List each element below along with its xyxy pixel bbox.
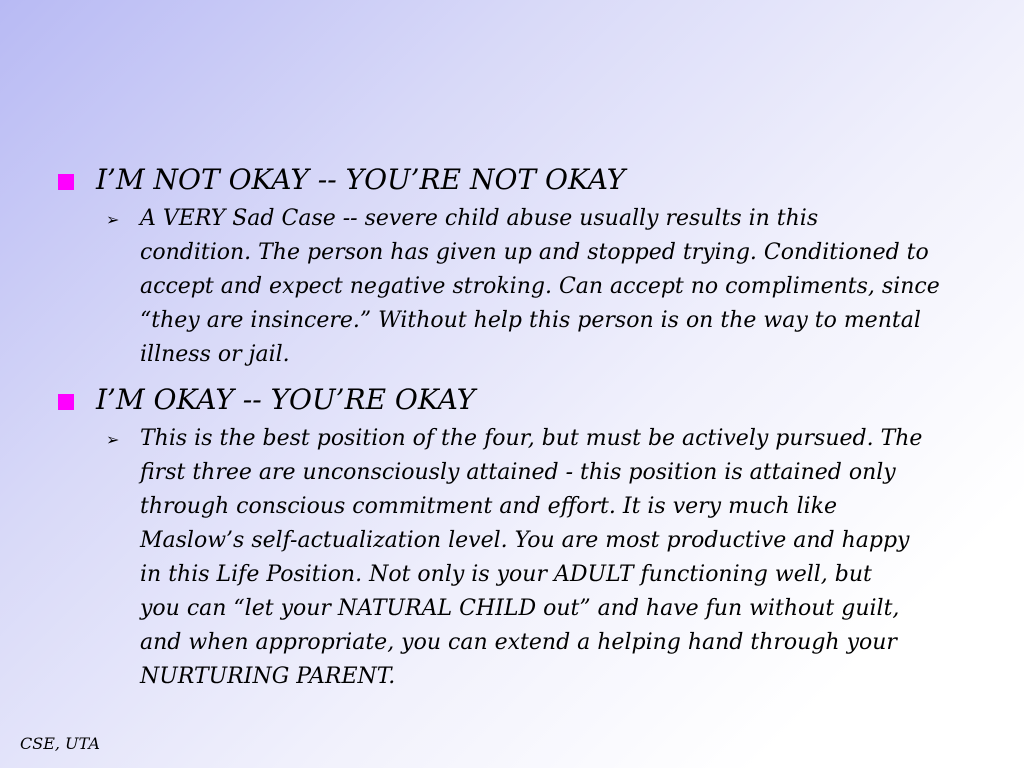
heading-text: I’M OKAY -- YOU’RE OKAY	[96, 383, 476, 416]
body-line: first three are unconsciously attained - this position is attained only	[140, 460, 896, 485]
square-bullet-icon	[58, 174, 74, 190]
section-heading-okay	[56, 380, 986, 420]
body-line: in this Life Position. Not only is your ADULT functioning well, but	[140, 562, 872, 587]
body-line: “they are insincere.” Without help this person is on the way to mental	[140, 308, 921, 333]
body-line: through conscious commitment and effort. It is very much like	[140, 494, 838, 519]
square-bullet-icon	[58, 394, 74, 410]
body-line: and when appropriate, you can extend a helping hand through your	[140, 630, 897, 655]
sub-bullet-okay	[56, 422, 986, 694]
slide-body	[56, 160, 986, 702]
sub-bullet-not-okay	[56, 202, 986, 372]
arrow-bullet-icon: ➢	[106, 210, 120, 229]
body-line: NURTURING PARENT.	[140, 664, 396, 689]
body-line: This is the best position of the four, but must be actively pursued. The	[140, 426, 923, 451]
footer-label: CSE, UTA	[20, 734, 100, 753]
arrow-bullet-icon: ➢	[106, 430, 120, 449]
body-line: Maslow’s self-actualization level. You are most productive and happy	[140, 528, 910, 553]
body-line: illness or jail.	[140, 342, 290, 367]
body-line: accept and expect negative stroking. Can accept no compliments, since	[140, 274, 940, 299]
section-heading-not-okay	[56, 160, 986, 200]
body-line: A VERY Sad Case -- severe child abuse usually results in this	[140, 206, 819, 231]
body-line: condition. The person has given up and stopped trying. Conditioned to	[140, 240, 929, 265]
body-line: you can “let your NATURAL CHILD out” and have fun without guilt,	[140, 596, 900, 621]
heading-text: I’M NOT OKAY -- YOU’RE NOT OKAY	[96, 163, 626, 196]
